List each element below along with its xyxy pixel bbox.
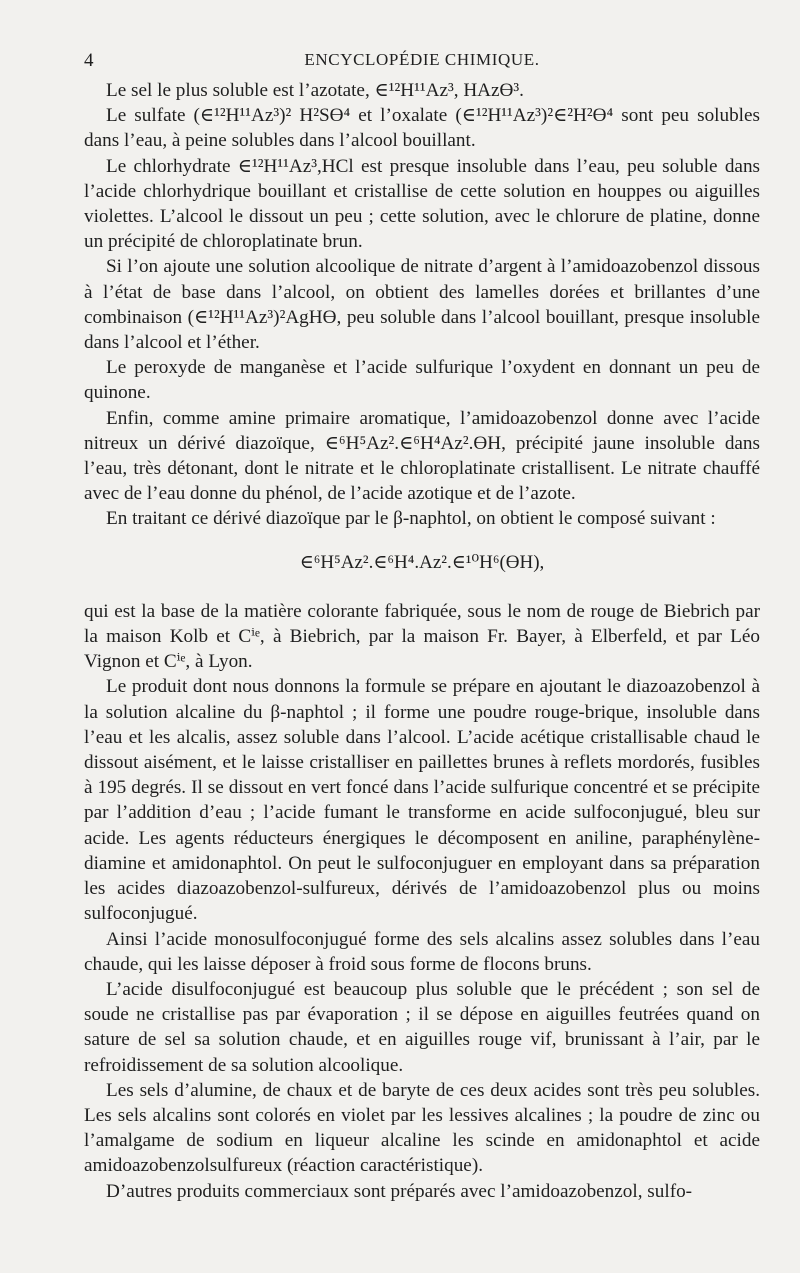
paragraph-amine-primaire: Enfin, comme amine primaire aromatique, l’amidoazobenzol donne avec l’acide nitreux un dérivé diazoïque, ∈⁶H⁵Az².∈⁶H⁴Az².ϴH, précipité jaune insoluble dans l’eau, très détonant, dont le nitrate et le chloroplatinate cristallisent. Le nitrate chauffé avec de l’eau donne du phénol, de l’acide azotique et de l’azote. xyxy=(84,407,760,505)
paragraph-nitrate-argent: Si l’on ajoute une solution alcoolique de nitrate d’argent à l’amidoazobenzol dissous à l’état de base dans l’alcool, on obtient des lamelles dorées et brillantes d’une combinaison (∈¹²H¹¹Az³)²AgHϴ, peu soluble dans l’alcool bouillant, presque insoluble dans l’alcool et l’éther. xyxy=(84,256,760,354)
page-header xyxy=(84,50,760,74)
page-number: 4 xyxy=(84,50,94,71)
paragraph-beta-naphtol: En traitant ce dérivé diazoïque par le β-naphtol, on obtient le composé suivant : xyxy=(106,508,716,530)
paragraph-chlorhydrate: Le chlorhydrate ∈¹²H¹¹Az³,HCl est presque insoluble dans l’eau, peu soluble dans l’acide chlorhydrique bouillant et cristallise de cette solution en houppes ou aiguilles violettes. L’alcool le dissout un peu ; cette solution, avec le chlorure de platine, donne un précipité de chloroplatinate brun. xyxy=(84,155,760,253)
chemical-formula: ∈⁶H⁵Az².∈⁶H⁴.Az².∈¹⁰H⁶(ϴH), xyxy=(299,551,545,573)
paragraph-autres-produits: D’autres produits commerciaux sont préparés avec l’amidoazobenzol, sulfo- xyxy=(106,1180,693,1202)
body-text xyxy=(84,78,760,1204)
paragraph-monosulfoconjugue: Ainsi l’acide monosulfoconjugué forme des sels alcalins assez solubles dans l’eau chaude, qui les laisse déposer à froid sous forme de flocons bruns. xyxy=(84,928,760,975)
paragraph-preparation: Le produit dont nous donnons la formule se prépare en ajoutant le diazoazobenzol à la solution alcaline du β-naphtol ; il forme une poudre rouge-brique, insoluble dans l’eau et les alcalis, assez soluble dans l’alcool. L’acide acétique cristallisable chaud le dissout aisément, et le laisse cristalliser en paillettes brunes à reflets mordorés, fusibles à 195 degrés. Il se dissout en vert foncé dans l’acide sulfurique concentré et se précipite par l’addition d’eau ; l’acide fumant le transforme en acide sulfoconjugué, bleu sur acide. Les agents réducteurs énergiques le décomposent en aniline, paraphénylène-diamine et amidonaphtol. On peut le sulfoconjuguer en employant dans sa préparation les acides diazoazobenzol-sulfureux, dérivés de l’amidoazobenzol plus ou moins sulfoconjugué. xyxy=(84,676,760,925)
paragraph-disulfoconjugue: L’acide disulfoconjugué est beaucoup plus soluble que le précédent ; son sel de soude ne cristallise pas par évaporation ; il se dépose en aiguilles feutrées quand on sature de sel sa solution chaude, et en aiguilles rouge vif, brunissant à l’air, par le refroidissement de sa solution alcoolique. xyxy=(84,978,760,1076)
paragraph-azotate: Le sel le plus soluble est l’azotate, ∈¹²H¹¹Az³, HAzϴ³. xyxy=(106,80,524,101)
paragraph-sulfate-oxalate: Le sulfate (∈¹²H¹¹Az³)² H²Sϴ⁴ et l’oxalate (∈¹²H¹¹Az³)²∈²H²ϴ⁴ sont peu solubles dans l’eau, à peine solubles dans l’alcool bouillant. xyxy=(84,105,760,152)
paragraph-sels-alumine: Les sels d’alumine, de chaux et de baryte de ces deux acides sont très peu solubles. Les sels alcalins sont colorés en violet par les lessives alcalines ; la poudre de zinc ou l’amalgame de sodium en liqueur alcaline les scinde en amidonaphtol et acide amidoazobenzolsulfureux (réaction caractéristique). xyxy=(84,1079,760,1177)
running-title: ENCYCLOPÉDIE CHIMIQUE. xyxy=(304,50,540,69)
paragraph-rouge-biebrich: qui est la base de la matière colorante fabriquée, sous le nom de rouge de Biebrich par la maison Kolb et Cⁱᵉ, à Biebrich, par la maison Fr. Bayer, à Elberfeld, et par Léo Vignon et Cⁱᵉ, à Lyon. xyxy=(84,600,760,673)
paragraph-peroxyde: Le peroxyde de manganèse et l’acide sulfurique l’oxydent en donnant un peu de quinone. xyxy=(84,357,760,404)
